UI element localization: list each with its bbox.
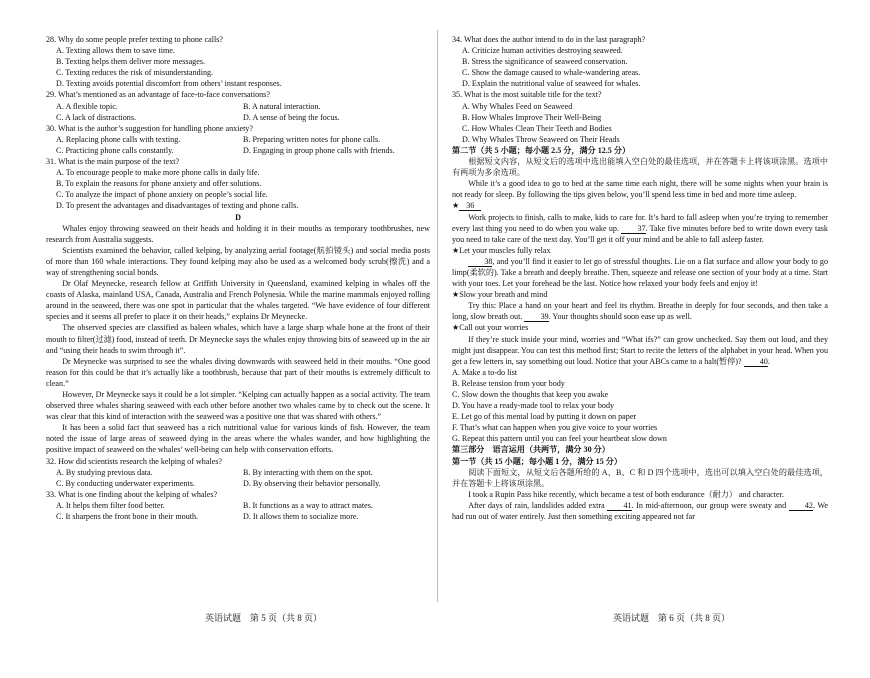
option-a: A. Make a to-do list xyxy=(452,367,517,377)
question-32 xyxy=(46,456,430,489)
text-run: Try this: Place a hand on your heart and feel its rhythm. Breathe in deeply for four seconds, and then take a long, slow breath out. xyxy=(452,301,828,322)
option-c: C. How Whales Clean Their Teeth and Bodies xyxy=(462,123,612,133)
question-stem: 35. What is the most suitable title for the text? xyxy=(452,90,602,100)
option-b: B. Stress the significance of seaweed conservation. xyxy=(462,57,628,67)
option-d: D. You have a ready-made tool to relax your body xyxy=(452,401,615,411)
option-d: D. To present the advantages and disadvantages of texting and phone calls. xyxy=(56,201,299,211)
text-run: . Your thoughts should soon ease up as well. xyxy=(548,312,692,322)
blank-heading-36 xyxy=(452,200,828,211)
star-icon: ★ xyxy=(452,201,460,211)
passage-paragraph xyxy=(452,300,828,322)
passage-paragraph xyxy=(452,500,828,522)
option-a: A. Criticize human activities destroying seaweed. xyxy=(462,46,623,56)
option-d: D. Why Whales Throw Seaweed on Their Heads xyxy=(462,134,620,144)
section-2-title: 第二节（共 5 小题；每小题 2.5 分，满分 12.5 分） xyxy=(452,145,631,155)
text-run: After days of rain, landslides added extra xyxy=(468,500,605,510)
question-35 xyxy=(452,89,828,144)
page-divider xyxy=(437,30,438,602)
option-c: C. Texting reduces the risk of misunderstanding. xyxy=(56,68,214,78)
passage-d-heading: D xyxy=(235,212,241,222)
passage-paragraph: However, Dr Meynecke says it could be a lot simpler. “Kelping can actually happen as a social activity. The team observed three whales sharing seaweed with each other before another two whales came by to check out the scene. It was clear that this kind of interaction with the seaweed was a positive one that was shared with others.” xyxy=(46,390,430,422)
option-c: C. Slow down the thoughts that keep you awake xyxy=(452,390,609,399)
option-a: A. By studying previous data. xyxy=(56,467,153,477)
section-2-instructions: 根据短文内容，从短文后的选项中选出能填入空白处的最佳选项，并在答题卡上将该项涂黑。选项中有两项为多余选项。 xyxy=(452,157,828,178)
passage-paragraph: The observed species are classified as baleen whales, which have a large sharp whale bone at the front of their mouth to filter(过滤) food, instead of teeth. Dr Meynecke says the whales enjoy throwing bits of seaweed up in the air and “using their heads to swim through it”. xyxy=(46,323,430,355)
option-c: C. By conducting underwater experiments. xyxy=(56,478,195,488)
passage-paragraph xyxy=(452,212,828,245)
blank-38: 38 xyxy=(468,257,492,267)
question-29 xyxy=(46,89,430,122)
option-d: D. By observing their behavior personally. xyxy=(243,478,381,488)
option-d: D. Texting avoids potential discomfort from others’ instant responses. xyxy=(56,79,282,89)
passage-paragraph: Dr Olaf Meynecke, research fellow at Griffith University in Queensland, examined kelping in whales off the coasts of Alaska, mainland USA, Canada, Australia and French Polynesia. While the marine mammals enjoyed rolling around in the seaweed, there was one spot in particular that the whales targeted. “We have evidence of four different species and it seems all prefer to place it on their heads,” explains Dr Meynecke. xyxy=(46,279,430,322)
option-a: A. Why Whales Feed on Seaweed xyxy=(462,101,573,111)
option-a: A. Replacing phone calls with texting. xyxy=(56,134,181,144)
blank-41: 41 xyxy=(607,501,631,511)
text-run: Work projects to finish, calls to make, kids to care for. It’s hard to fall asleep when you’re trying to remember every last thing you need to do when you wake up. xyxy=(452,212,828,233)
option-b: B. Preparing written notes for phone calls. xyxy=(243,134,381,144)
gap-fill-options xyxy=(452,367,828,445)
question-stem: 28. Why do some people prefer texting to phone calls? xyxy=(46,35,223,44)
option-c: C. A lack of distractions. xyxy=(56,112,137,122)
option-b: B. To explain the reasons for phone anxiety and offer solutions. xyxy=(56,179,262,189)
passage-paragraph: Scientists examined the behavior, called kelping, by analyzing aerial footage(航拍镜头) and social media posts of more than 160 whale interactions. They found kelping may also be used as a welcomed body scrub(擦洗) and a way of strengthening social bonds. xyxy=(46,245,430,277)
section-1-title: 第一节（共 15 小题；每小题 1 分，满分 15 分） xyxy=(452,456,622,466)
question-stem: 33. What is one finding about the kelping of whales? xyxy=(46,489,218,499)
option-b: B. Texting helps them deliver more messages. xyxy=(56,57,205,67)
option-b: B. How Whales Improve Their Well-Being xyxy=(462,112,602,122)
text-run: If they’re stuck inside your mind, worries and “What ifs?” can grow unchecked. Say them out loud, and they might just disappear. You can test this method first; Start to recite the letters of the alphabet in your head. When you get a few letters in, say something out loud. Notice that your ABCs came to a halt(暂停)? xyxy=(452,334,828,366)
passage-paragraph: While it’s a good idea to go to bed at the same time each night, there will be some nights when your brain is not ready for sleep. By following the tips given below, you’ll spend less time in bed and more time asleep. xyxy=(452,179,828,200)
part-3-title: 第三部分 语言运用（共两节，满分 30 分） xyxy=(452,445,610,455)
passage-d xyxy=(46,223,430,456)
option-d: D. A sense of being the focus. xyxy=(243,112,340,122)
question-stem: 30. What is the author’s suggestion for handling phone anxiety? xyxy=(46,123,253,133)
passage-paragraph: I took a Rupin Pass hike recently, which became a test of both endurance（耐力） and character. xyxy=(468,489,784,499)
question-stem: 32. How did scientists research the kelping of whales? xyxy=(46,456,222,466)
option-a: A. Texting allows them to save time. xyxy=(56,46,175,56)
option-c: C. It sharpens the front bone in their mouth. xyxy=(56,512,199,522)
option-b: B. By interacting with them on the spot. xyxy=(243,467,373,477)
question-stem: 34. What does the author intend to do in the last paragraph? xyxy=(452,35,646,44)
option-c: C. To analyze the impact of phone anxiety on people’s social life. xyxy=(56,190,268,200)
option-f: F. That’s what can happen when you give voice to your worries xyxy=(452,423,658,433)
passage-paragraph: Whales enjoy throwing seaweed on their heads and holding it in their mouths as temporary toothbrushes, new research from Australia suggests. xyxy=(46,223,430,244)
blank-40: 40 xyxy=(744,357,768,367)
passage-paragraph: Dr Meynecke was surprised to see the whales diving downwards with seaweed held in their mouths. “One good reason for this could be that it’s actually like a toothbrush, because that part of their mouths is extremely difficult to clean.” xyxy=(46,356,430,388)
question-stem: 31. What is the main purpose of the text? xyxy=(46,157,180,167)
option-b: B. A natural interaction. xyxy=(243,101,321,111)
option-d: D. Explain the nutritional value of seaweed for whales. xyxy=(462,79,641,89)
option-d: D. It allows them to socialize more. xyxy=(243,512,359,522)
option-b: B. It functions as a way to attract mates. xyxy=(243,500,373,510)
page-footer-right: 英语试题 第 6 页（共 8 页） xyxy=(613,613,731,623)
blank-37: 37 xyxy=(621,224,645,234)
subheading: ★Let your muscles fully relax xyxy=(452,245,551,255)
text-run: . xyxy=(767,356,770,366)
question-31 xyxy=(46,156,430,211)
text-run: . In mid-afternoon, our group were sweaty and xyxy=(631,500,787,510)
passage-paragraph xyxy=(452,256,828,289)
blank-42: 42 xyxy=(789,501,813,511)
blank-39: 39 xyxy=(524,312,548,322)
option-e: E. Let go of this mental load by putting it down on paper xyxy=(452,412,637,422)
passage-paragraph: It has been a solid fact that seaweed has a rich nutritional value for various kinds of fish. However, the team noted the issue of large areas of seaweed dying in the areas where the whales wander, and how highlighting the positive impact of seaweed on the whales’ well-being can help with conservation efforts. xyxy=(46,423,430,455)
subheading: ★Slow your breath and mind xyxy=(452,290,548,300)
blank-36: 36 xyxy=(459,201,481,211)
question-30 xyxy=(46,123,430,156)
option-a: A. It helps them filter food better. xyxy=(56,500,165,510)
text-run: . Take five minutes before bed to write down every task you need to take care of the next day. You’ll get it off your mind and be able to fall asleep faster. xyxy=(452,223,828,244)
option-g: G. Repeat this pattern until you can feel your heartbeat slow down xyxy=(452,434,667,444)
subheading: ★Call out your worries xyxy=(452,323,529,333)
left-page-column xyxy=(46,34,430,522)
question-33 xyxy=(46,489,430,522)
option-b: B. Release tension from your body xyxy=(452,378,565,388)
text-run: . We had run out of water entirely. Just then something exciting appeared not far xyxy=(452,500,828,522)
page-footer-left: 英语试题 第 5 页（共 8 页） xyxy=(205,613,323,623)
right-page-column xyxy=(452,34,828,522)
option-c: C. Practicing phone calls constantly. xyxy=(56,145,174,155)
option-a: A. To encourage people to make more phone calls in daily life. xyxy=(56,168,260,178)
option-a: A. A flexible topic. xyxy=(56,101,118,111)
passage-paragraph xyxy=(452,334,828,367)
option-c: C. Show the damage caused to whale-wandering areas. xyxy=(462,68,641,78)
question-34 xyxy=(452,34,828,89)
option-d: D. Engaging in group phone calls with friends. xyxy=(243,145,395,155)
text-run: , and you’ll find it easier to let go of stressful thoughts. Lie on a flat surface and allow your body to go limp(柔软的). Take a breath and deeply breathe. Then, squeeze and release one section of your body at a time. Start with your toes. Let your forehead be the last. Notice how relaxed your body feels and enjoy it! xyxy=(452,256,828,289)
section-1-instructions: 阅读下面短文，从短文后各题所给的 A、B、C 和 D 四个选项中，选出可以填入空白处的最佳选项，并在答题卡上将该项涂黑。 xyxy=(452,467,828,488)
question-28 xyxy=(46,34,430,89)
question-stem: 29. What’s mentioned as an advantage of face-to-face conversations? xyxy=(46,90,270,100)
